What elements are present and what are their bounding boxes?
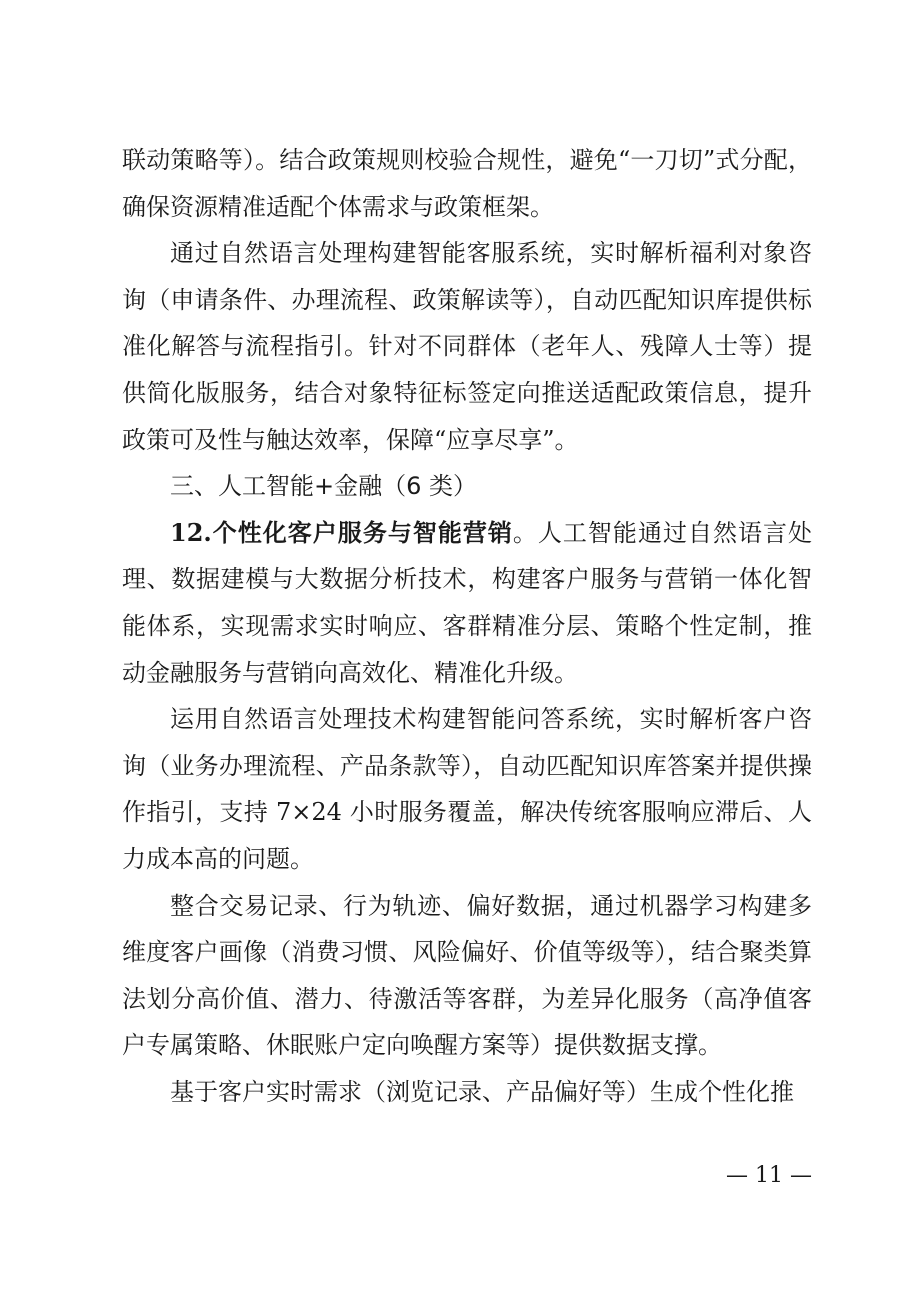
- paragraph-smart-qa-system: 运用自然语言处理技术构建智能问答系统，实时解析客户咨询（业务办理流程、产品条款等），自动匹配知识库答案并提供操作指引，支持 7×24 小时服务覆盖，解决传统客服响应滞后、人力成本高的问题。: [122, 705, 812, 873]
- paragraph-continuation: 联动策略等）。结合政策规则校验合规性，避免“一刀切”式分配，确保资源精准适配个体需求与政策框架。: [122, 146, 812, 221]
- paragraph-smart-customer-service: 通过自然语言处理构建智能客服系统，实时解析福利对象咨询（申请条件、办理流程、政策解读等），自动匹配知识库提供标准化解答与流程指引。针对不同群体（老年人、残障人士等）提供简化版服务，结合对象特征标签定向推送适配政策信息，提升政策可及性与触达效率，保障“应享尽享”。: [122, 239, 812, 454]
- paragraph-personalized-recommendation: 基于客户实时需求（浏览记录、产品偏好等）生成个性化推: [170, 1077, 794, 1106]
- page-number: — 11 —: [726, 1163, 812, 1188]
- item-12-description: 。人工智能通过自然语言处理、数据建模与大数据分析技术，构建客户服务与营销一体化智能体系，实现需求实时响应、客群精准分层、策略个性定制，推动金融服务与营销向高效化、精准化升级。: [122, 518, 812, 687]
- paragraph-item-12: [122, 510, 812, 696]
- section-heading-ai-finance: 三、人工智能+金融（6 类）: [170, 472, 478, 501]
- paragraph-customer-profile: 整合交易记录、行为轨迹、偏好数据，通过机器学习构建多维度客户画像（消费习惯、风险偏好、价值等级等），结合聚类算法划分高价值、潜力、待激活等客群，为差异化服务（高净值客户专属策略、休眠账户定向唤醒方案等）提供数据支撑。: [122, 891, 812, 1060]
- document-body: [122, 137, 812, 1115]
- item-12-title: 12.个性化客户服务与智能营销: [170, 517, 513, 547]
